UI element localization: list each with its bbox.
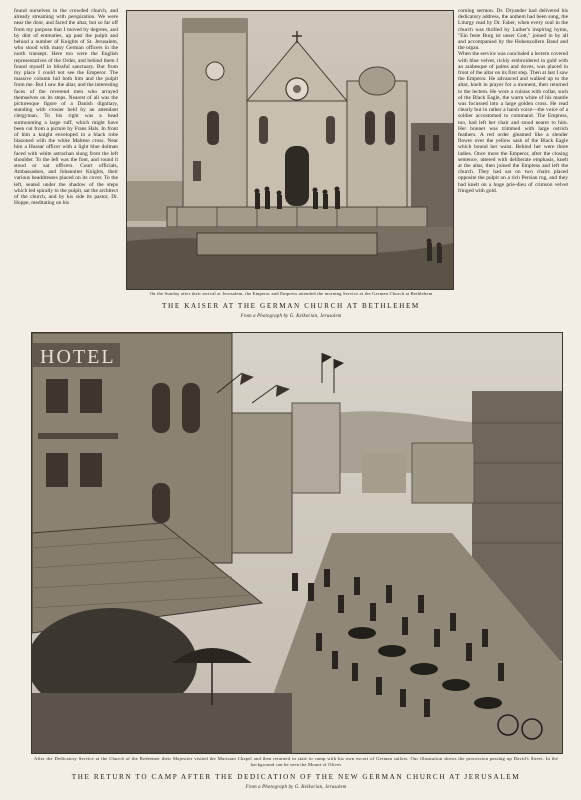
hotel-sign: HOTEL: [40, 346, 116, 368]
bottom-photo-caption: After the Dedicatory Service at the Church of the Redeemer their Majesties visited the Muristan Chapel and then returned in state to camp with his own escort of German sailors. Our illustration shows the procession passing up David's Street. In the background can be seen the Mount of Olives: [34, 756, 558, 767]
top-photo-credit: From a Photograph by G. Kelkorian, Jerusalem: [240, 314, 342, 319]
top-photo-caption: On the Sunday after their arrival at Jerusalem, the Emperor and Empress attended the morning Service at the German Church at Bethlehem: [149, 291, 433, 296]
procession-illustration: [32, 333, 562, 753]
church-illustration: [127, 11, 453, 289]
procession-photograph: [31, 332, 563, 754]
bottom-photo-title: THE RETURN TO CAMP AFTER THE DEDICATION OF THE NEW GERMAN CHURCH AT JERUSALEM: [71, 773, 521, 781]
article-text-left-column: found ourselves in the crowded church, and already streaming with perspiration. We were near the door, and faced the altar, but so far off from my purpose that I moved by degrees, and by dint of entreaties, up past the pulpit and behind a number of Knights of St. Jerusalem, who stood with many German officers in the north transept. Here too were the English representatives of the Order, and behind them I found myself in blissful sanctuary. But from my place I could not see the Emperor. The massive column hid both him and the pulpit from me. But I saw the altar, and the interesting faces of the reverend men who arrayed themselves on its steps. Nearest of all was the picturesque figure of a Danish dignitary, standing with crosier held by an attendant clergyman. To his right was a head surmounting a large ruff, which might have been cut from a picture by Frans Hals. In front of him a knight enveloped in a black robe blazoned with the white Maltese cross. Near him a Hussar officer with a light blue dolman faced with white astrachan slung from the left shoulder. To the left was the font, and round it stood or sat officers. Court officials, Ambassadors, and Johanniter Knights, their various headdresses placed on its cover. To the left, seated under the shadow of the steps which led spirally to the pulpit, sat the architect of the church, and by his side its pastor, Dr. Hoppe, meditating on his: [14, 8, 118, 207]
article-text-right-column: coming sermon. Dr. Dryander had delivered his dedicatory address, the anthem had been sung, the Liturgy read by Dr. Faber, when every soul in the church was thrilled by Luther's inspiring hymn, "Ein feste Burg ist unser Gott," joined in by all and accompanied by the Hohenzollern Band and the organ. When the service was concluded a lectern covered with blue velvet, richly embroidered in gold with an arabesque of palms and doves, was placed in front of the altar on its first step. Then at last I saw the Emperor. He advanced and walked up to the altar, knelt in prayer for a moment, then returned to the lectern. He wore a cuirass with collar, such of the Black Eagle, the warm white of his mantle was focussed into a large golden cross. He read clearly but in rather a harsh voice—the voice of a soldier accustomed to command. The Empress, too, had left her chair and stood nearer to him. Her bonnet was trimmed with large ostrich feathers. A red order gleamed like a slender flower over the yellow sash of the Black Eagle which bound her waist. Behind her were three ladies. Once more the Emperor, after the closing sentence, uttered with deliberate emphasis, knelt at the altar, then joined the Empress and left the church. They had sat on two chairs placed opposite the pulpit on a rich Persian rug, and they had knelt on a huge prie-dieu of crimson velvet fringed with gold.: [458, 8, 568, 194]
top-photo-title: THE KAISER AT THE GERMAN CHURCH AT BETHLEHEM: [162, 302, 420, 310]
church-photograph: [126, 10, 454, 290]
bottom-photo-credit: From a Photograph by G. Kelkorian, Jerusalem: [245, 785, 347, 790]
